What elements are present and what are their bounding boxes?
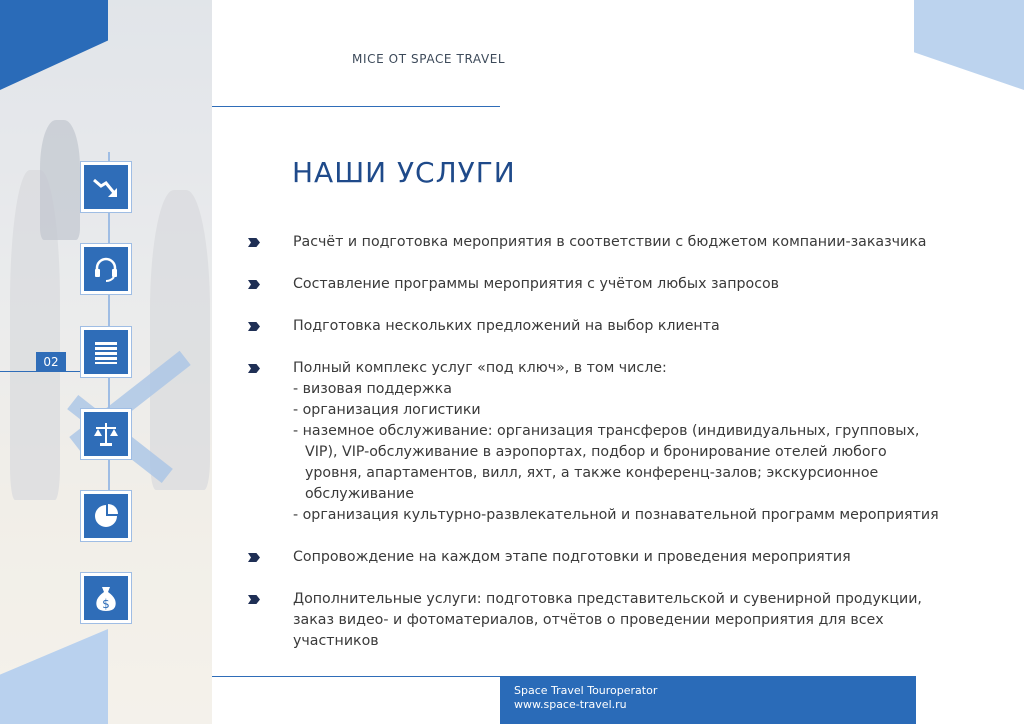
arrow-bullet-icon [248, 322, 260, 331]
services-list [248, 232, 978, 673]
footer-contact [500, 676, 916, 724]
headset-icon [79, 242, 133, 296]
list-item: Подготовка нескольких предложений на выбор клиента [248, 316, 978, 337]
sub-item: обслуживание [305, 486, 414, 502]
money-bag-icon [79, 571, 133, 625]
sub-item: - наземное обслуживание: организация трансферов (индивидуальных, групповых, [293, 423, 920, 439]
header-brand: MICE OT SPACE TRAVEL [352, 52, 506, 66]
list-item: Расчёт и подготовка мероприятия в соответствии с бюджетом компании-заказчика [248, 232, 978, 253]
list-item: Сопровождение на каждом этапе подготовки и проведения мероприятия [248, 547, 978, 568]
arrow-bullet-icon [248, 364, 260, 373]
sub-item: уровня, апартаментов, вилл, яхт, а также конференц-залов; экскурсионное [305, 465, 879, 481]
arrow-bullet-icon [248, 553, 260, 562]
sub-item: VIP), VIP-обслуживание в аэропортах, подбор и бронирование отелей любого [305, 444, 887, 460]
svg-text:$: $ [102, 597, 110, 611]
pie-chart-icon [79, 489, 133, 543]
header-divider [212, 106, 500, 107]
sub-item: - визовая поддержка [293, 381, 452, 397]
scales-icon [79, 407, 133, 461]
sub-item: - организация культурно-развлекательной и познавательной программ мероприятия [293, 507, 939, 523]
page-number: 02 [36, 352, 66, 372]
arrow-bullet-icon [248, 280, 260, 289]
corner-decoration-top-right [914, 0, 1024, 90]
footer-company: Space Travel Touroperator [514, 684, 658, 697]
arrow-bullet-icon [248, 238, 260, 247]
arrow-bullet-icon [248, 595, 260, 604]
footer-website[interactable]: www.space-travel.ru [514, 698, 627, 711]
chart-down-icon [79, 160, 133, 214]
list-item: Составление программы мероприятия с учётом любых запросов [248, 274, 978, 295]
list-item: Полный комплекс услуг «под ключ», в том числе: - визовая поддержка - организация логистики - наземное обслуживание: организация трансферов (индивидуальных, групповых, VIP), VIP-обслуживание в аэропортах, подбор и бронирование отелей любого уровня, апартаментов, вилл, яхт, а также конференц-залов; экскурсионное обслуживание - организация культурно-развлекательной и познавательной программ мероприятия [248, 358, 978, 526]
footer-divider [212, 676, 500, 677]
page-title: НАШИ УСЛУГИ [292, 156, 516, 189]
list-item: Дополнительные услуги: подготовка представительской и сувенирной продукции, заказ видео- и фотоматериалов, отчётов о проведении мероприятия для всех участников [248, 589, 978, 652]
sub-item: - организация логистики [293, 402, 481, 418]
list-icon [79, 325, 133, 379]
